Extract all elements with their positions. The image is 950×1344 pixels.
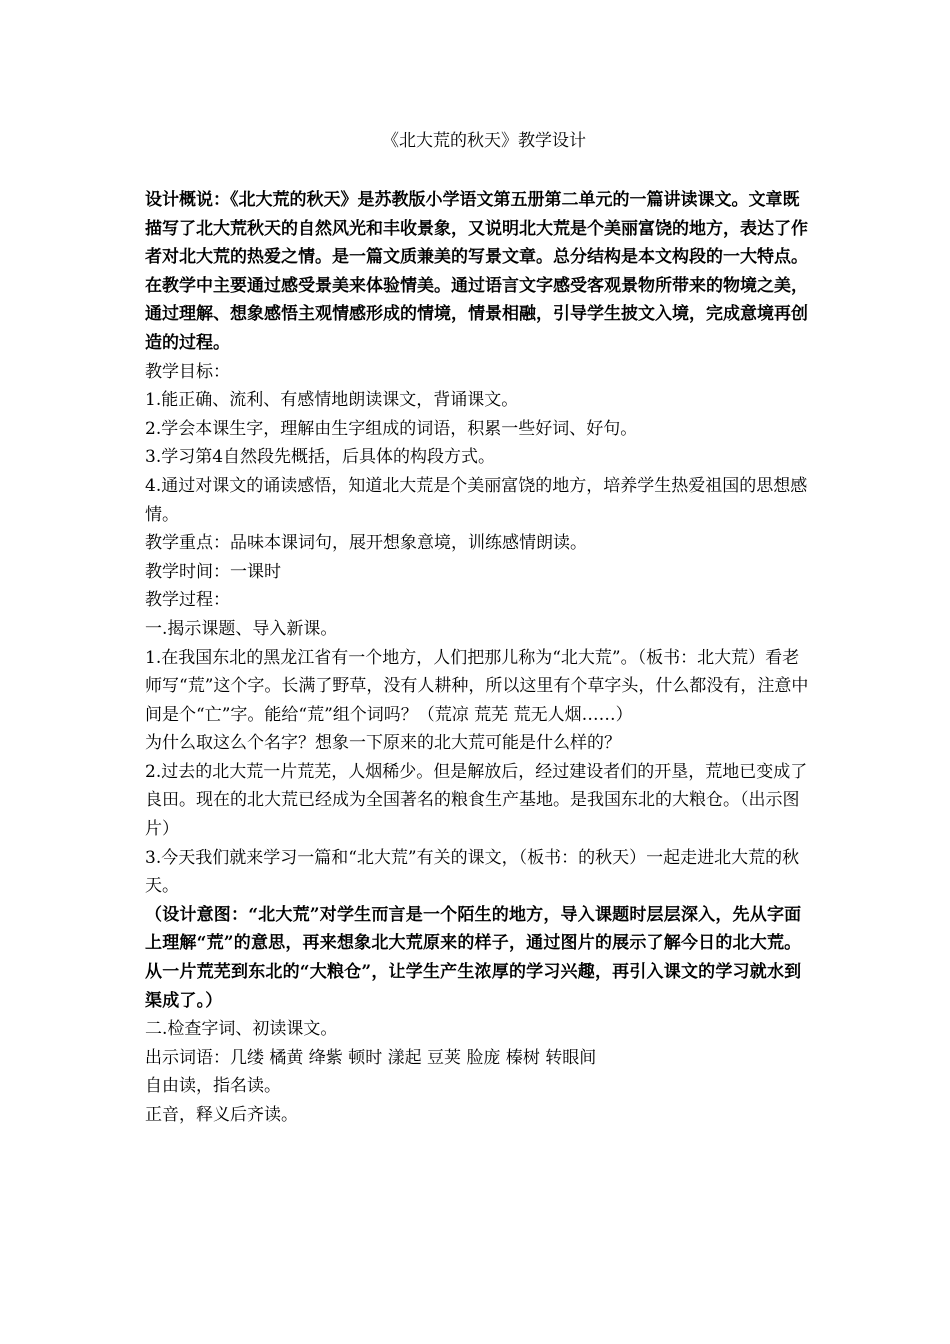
question-paragraph: 为什么取这么个名字？想象一下原来的北大荒可能是什么样的？ xyxy=(145,733,621,754)
document-title: 《北大荒的秋天》教学设计 xyxy=(382,131,586,151)
free-reading-paragraph: 自由读，指名读。 xyxy=(145,1076,281,1097)
teaching-goals-heading: 教学目标： xyxy=(145,361,230,382)
step-2-paragraph: 2.过去的北大荒一片荒芜，人烟稀少。但是解放后，经过建设者们的开垦，荒地已变成了良田。现在的北大荒已经成为全国著名的粮食生产基地。是我国东北的大粮仓。（出示图片） xyxy=(145,761,808,840)
goal-item-3: 3.学习第4自然段先概括，后具体的构段方式。 xyxy=(145,447,496,468)
teaching-process-heading: 教学过程： xyxy=(145,590,230,611)
vocabulary-list: 出示词语：几缕 橘黄 绛紫 顿时 漾起 豆荚 脸庞 榛树 转眼间 xyxy=(145,1047,597,1068)
pronunciation-paragraph: 正音，释义后齐读。 xyxy=(145,1105,298,1125)
design-overview-paragraph: 设计概说：《北大荒的秋天》是苏教版小学语文第五册第二单元的一篇讲读课文。文章既描写了北大荒秋天的自然风光和丰收景象，又说明北大荒是个美丽富饶的地方，表达了作者对北大荒的热爱之情。是一篇文质兼美的写景文章。总分结构是本文构段的一大特点。在教学中主要通过感受景美来体验情美。通过语言文字感受客观景物所带来的物境之美，通过理解、想象感悟主观情感形成的情境，情景相融，引导学生披文入境，完成意境再创造的过程。 xyxy=(145,190,808,353)
teaching-time: 教学时间：一课时 xyxy=(145,561,281,582)
goal-item-2: 2.学会本课生字，理解由生字组成的词语，积累一些好词、好句。 xyxy=(145,418,638,439)
step-3-paragraph: 3.今天我们就来学习一篇和“北大荒”有关的课文，（板书：的秋天）一起走进北大荒的秋天。 xyxy=(145,847,800,897)
step-1-paragraph: 1.在我国东北的黑龙江省有一个地方，人们把那儿称为“北大荒”。（板书：北大荒）看老师写“荒”这个字。长满了野草，没有人耕种，所以这里有个草字头，什么都没有，注意中间是个“亡”字。能给“荒”组个词吗？（荒凉 荒芜 荒无人烟……） xyxy=(145,647,809,725)
teaching-focus: 教学重点：品味本课词句，展开想象意境，训练感情朗读。 xyxy=(145,533,587,554)
section-2-heading: 二.检查字词、初读课文。 xyxy=(145,1019,338,1040)
document-body xyxy=(145,186,810,1130)
design-intent-paragraph: （设计意图：“北大荒”对学生而言是一个陌生的地方，导入课题时层层深入，先从字面上理解“荒”的意思，再来想象北大荒原来的样子，通过图片的展示了解今日的北大荒。从一片荒芜到东北的“大粮仓”，让学生产生浓厚的学习兴趣，再引入课文的学习就水到渠成了。） xyxy=(145,904,802,1011)
section-1-heading: 一.揭示课题、导入新课。 xyxy=(145,618,338,639)
goal-item-1: 1.能正确、流利、有感情地朗读课文，背诵课文。 xyxy=(145,390,519,411)
goal-item-4: 4.通过对课文的诵读感悟，知道北大荒是个美丽富饶的地方，培养学生热爱祖国的思想感情。 xyxy=(145,475,808,525)
